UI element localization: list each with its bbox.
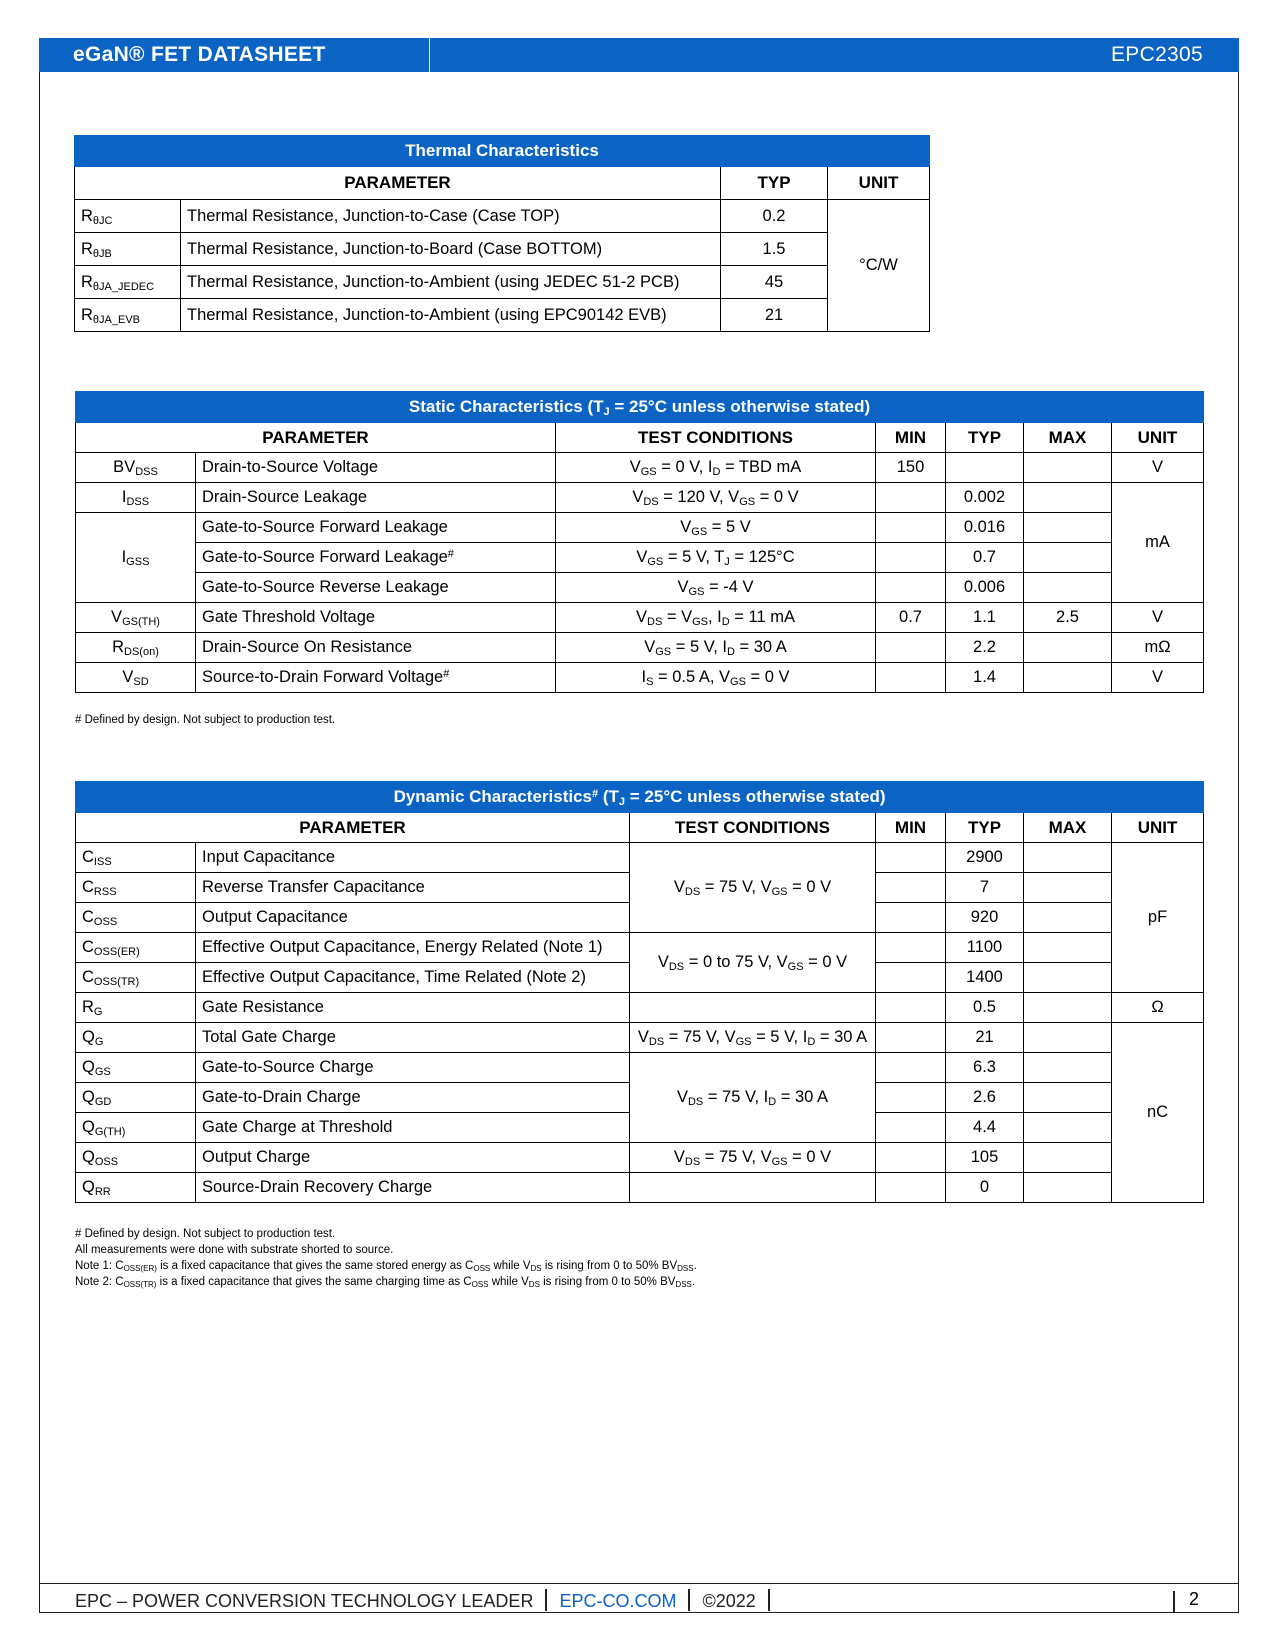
description: Thermal Resistance, Junction-to-Board (Case BOTTOM) [181,233,721,266]
test-condition: $V_{DS} = 120$ V, $V_{GS} = 0$ V [556,483,876,513]
col-parameter: PARAMETER [76,813,630,843]
max-value [1024,903,1112,933]
typ-value: 21 [946,1023,1024,1053]
min-value: 0.7 [876,603,946,633]
description: Gate-to-Source Forward Leakage# [196,543,556,573]
symbol: $Q_{GD}$ [76,1083,196,1113]
typ-value: 0 [946,1173,1024,1203]
typ-value: 1100 [946,933,1024,963]
typ-value: 0.7 [946,543,1024,573]
typ-value: 105 [946,1143,1024,1173]
max-value [1024,1053,1112,1083]
symbol: $Q_{RR}$ [76,1173,196,1203]
symbol: $I_{DSS}$ [76,483,196,513]
description: Gate-to-Drain Charge [196,1083,630,1113]
col-parameter: PARAMETER [76,423,556,453]
col-test-conditions: TEST CONDITIONS [630,813,876,843]
min-value [876,1053,946,1083]
min-value [876,1023,946,1053]
typ-value: 1400 [946,963,1024,993]
typ-value: 1.1 [946,603,1024,633]
unit-value: Ω [1112,993,1204,1023]
description: Gate-to-Source Charge [196,1053,630,1083]
static-title-row [76,392,1204,423]
symbol: $C_{OSS(ER)}$ [76,933,196,963]
typ-value: 1.5 [721,233,828,266]
min-value [876,543,946,573]
typ-value [946,453,1024,483]
datasheet-title: eGaN® FET DATASHEET [73,43,326,66]
part-number: EPC2305 [1111,43,1203,66]
test-condition: $I_S = 0.5$ A, $V_{GS} = 0$ V [556,663,876,693]
min-value [876,513,946,543]
typ-value: 4.4 [946,1113,1024,1143]
table-row [75,200,930,233]
description: Output Charge [196,1143,630,1173]
unit-value: nC [1112,1023,1204,1203]
static-header-row [76,423,1204,453]
description: Thermal Resistance, Junction-to-Ambient (using EPC90142 EVB) [181,299,721,332]
table-row [76,933,1204,963]
table-row [75,266,930,299]
test-condition: $V_{DS} = 0$ to 75 V, $V_{GS} = 0$ V [630,933,876,993]
dynamic-header-row [76,813,1204,843]
test-condition: $V_{GS} = 5$ V, $T_J = 125^\circ C$ [556,543,876,573]
typ-value: 920 [946,903,1024,933]
description: Input Capacitance [196,843,630,873]
table-row [76,1143,1204,1173]
typ-value: 45 [721,266,828,299]
unit-value: °C/W [828,200,930,332]
max-value [1024,543,1112,573]
table-row [76,663,1204,693]
table-row [75,299,930,332]
typ-value: 1.4 [946,663,1024,693]
table-row [75,233,930,266]
min-value [876,1113,946,1143]
thermal-table [74,135,930,332]
unit-value: V [1112,453,1204,483]
min-value [876,993,946,1023]
symbol: $Q_{GS}$ [76,1053,196,1083]
description: Thermal Resistance, Junction-to-Case (Case TOP) [181,200,721,233]
test-condition: $V_{DS} = V_{GS}$, $I_D = 11$ mA [556,603,876,633]
typ-value: 2.6 [946,1083,1024,1113]
table-row [76,603,1204,633]
test-condition: $V_{GS} = -4$ V [556,573,876,603]
typ-value: 2.2 [946,633,1024,663]
typ-value: 0.002 [946,483,1024,513]
footer-separator [688,1589,690,1611]
test-condition [630,993,876,1023]
footer-text [75,1589,782,1612]
max-value [1024,933,1112,963]
col-unit: UNIT [828,167,930,200]
description: Effective Output Capacitance, Energy Related (Note 1) [196,933,630,963]
test-condition [630,1173,876,1203]
unit-value: V [1112,663,1204,693]
table-row [76,1173,1204,1203]
min-value [876,483,946,513]
unit-value: mΩ [1112,633,1204,663]
description: Total Gate Charge [196,1023,630,1053]
min-value [876,1083,946,1113]
table-row [76,573,1204,603]
unit-value: mA [1112,483,1204,603]
description: Source-Drain Recovery Charge [196,1173,630,1203]
note-1: Note 1: $C_{OSS(ER)}$ is a fixed capacitance that gives the same stored energy as $C_{OSS}$ while $V_{DS}$ is rising from 0 to 50% $BV_{DSS}$. [75,1260,697,1273]
dynamic-footnote: # Defined by design. Not subject to production test. [75,1228,336,1240]
min-value [876,663,946,693]
max-value [1024,1143,1112,1173]
symbol: $C_{ISS}$ [76,843,196,873]
description: Thermal Resistance, Junction-to-Ambient (using JEDEC 51-2 PCB) [181,266,721,299]
description: Drain-to-Source Voltage [196,453,556,483]
min-value [876,573,946,603]
max-value [1024,1083,1112,1113]
description: Output Capacitance [196,903,630,933]
description: Reverse Transfer Capacitance [196,873,630,903]
symbol: $R_{DS(on)}$ [76,633,196,663]
symbol: $Q_G$ [76,1023,196,1053]
min-value [876,963,946,993]
thermal-title-row [75,136,930,167]
symbol: $C_{RSS}$ [76,873,196,903]
max-value: 2.5 [1024,603,1112,633]
dynamic-table [75,781,1204,1203]
max-value [1024,573,1112,603]
description: Drain-Source On Resistance [196,633,556,663]
col-typ: TYP [721,167,828,200]
page-number: 2 [1188,1589,1199,1609]
page-header [39,38,1239,72]
symbol: $BV_{DSS}$ [76,453,196,483]
description: Gate-to-Source Reverse Leakage [196,573,556,603]
description: Gate Charge at Threshold [196,1113,630,1143]
symbol: $I_{GSS}$ [76,513,196,603]
thermal-title: Thermal Characteristics [75,136,930,167]
max-value [1024,633,1112,663]
col-unit: UNIT [1112,423,1204,453]
col-typ: TYP [946,423,1024,453]
footer-separator [768,1589,770,1611]
col-unit: UNIT [1112,813,1204,843]
min-value: 150 [876,453,946,483]
header-divider [429,38,430,72]
description: Gate Threshold Voltage [196,603,556,633]
max-value [1024,1173,1112,1203]
col-max: MAX [1024,813,1112,843]
description: Drain-Source Leakage [196,483,556,513]
min-value [876,843,946,873]
symbol: $R_{\theta JB}$ [75,233,181,266]
min-value [876,933,946,963]
symbol: $V_{SD}$ [76,663,196,693]
test-condition: $V_{DS} = 75$ V, $I_D = 30$ A [630,1053,876,1143]
table-row [76,1023,1204,1053]
test-condition: $V_{GS} = 5$ V, $I_D = 30$ A [556,633,876,663]
typ-value: 0.2 [721,200,828,233]
col-parameter: PARAMETER [75,167,721,200]
min-value [876,903,946,933]
description: Effective Output Capacitance, Time Related (Note 2) [196,963,630,993]
footer-website-link[interactable]: EPC-CO.COM [559,1591,677,1611]
note-2: Note 2: $C_{OSS(TR)}$ is a fixed capacitance that gives the same charging time as $C_{OSS}$ while $V_{DS}$ is rising from 0 to 50% $BV_{DSS}$. [75,1276,696,1289]
table-row [76,843,1204,873]
test-condition: $V_{DS} = 75$ V, $V_{GS} = 5$ V, $I_D = 30$ A [630,1023,876,1053]
description: Gate-to-Source Forward Leakage [196,513,556,543]
symbol: $R_{\theta JA\_JEDEC}$ [75,266,181,299]
symbol: $R_G$ [76,993,196,1023]
footer-tagline: EPC – POWER CONVERSION TECHNOLOGY LEADER [75,1591,534,1611]
table-row [76,543,1204,573]
max-value [1024,843,1112,873]
table-row [76,513,1204,543]
static-notes [75,712,335,728]
thermal-header-row [75,167,930,200]
unit-value: V [1112,603,1204,633]
table-row [76,453,1204,483]
symbol: $Q_{G(TH)}$ [76,1113,196,1143]
typ-value: 21 [721,299,828,332]
page-footer [39,1583,1239,1614]
footer-separator [545,1589,547,1611]
typ-value: 0.006 [946,573,1024,603]
test-condition: $V_{DS} = 75$ V, $V_{GS} = 0$ V [630,1143,876,1173]
table-row [76,1053,1204,1083]
col-test-conditions: TEST CONDITIONS [556,423,876,453]
description: Gate Resistance [196,993,630,1023]
static-title: Static Characteristics ($T_J = 25^\circ C$ unless otherwise stated) [76,392,1204,423]
min-value [876,873,946,903]
symbol: $C_{OSS(TR)}$ [76,963,196,993]
col-min: MIN [876,813,946,843]
typ-value: 0.5 [946,993,1024,1023]
max-value [1024,513,1112,543]
max-value [1024,1023,1112,1053]
table-row [76,993,1204,1023]
col-max: MAX [1024,423,1112,453]
symbol: $R_{\theta JC}$ [75,200,181,233]
table-row [76,483,1204,513]
max-value [1024,453,1112,483]
typ-value: 2900 [946,843,1024,873]
unit-value: pF [1112,843,1204,993]
test-condition: $V_{DS} = 75$ V, $V_{GS} = 0$ V [630,843,876,933]
test-condition: $V_{GS} = 0$ V, $I_D$ = TBD mA [556,453,876,483]
max-value [1024,1113,1112,1143]
max-value [1024,663,1112,693]
typ-value: 7 [946,873,1024,903]
footer-copyright: ©2022 [702,1591,756,1611]
measurement-note: All measurements were done with substrate shorted to source. [75,1244,394,1256]
symbol: $R_{\theta JA\_EVB}$ [75,299,181,332]
symbol: $Q_{OSS}$ [76,1143,196,1173]
test-condition: $V_{GS} = 5$ V [556,513,876,543]
dynamic-title-row [76,782,1204,813]
max-value [1024,483,1112,513]
symbol: $V_{GS(TH)}$ [76,603,196,633]
min-value [876,1143,946,1173]
typ-value: 6.3 [946,1053,1024,1083]
dynamic-notes [75,1226,697,1290]
symbol: $C_{OSS}$ [76,903,196,933]
col-min: MIN [876,423,946,453]
table-row [76,633,1204,663]
typ-value: 0.016 [946,513,1024,543]
min-value [876,1173,946,1203]
max-value [1024,963,1112,993]
max-value [1024,993,1112,1023]
static-table [75,391,1204,693]
max-value [1024,873,1112,903]
dynamic-title: Dynamic Characteristics# ($T_J = 25^\circ C$ unless otherwise stated) [76,782,1204,813]
description: Source-to-Drain Forward Voltage# [196,663,556,693]
static-footnote: # Defined by design. Not subject to production test. [75,714,336,726]
footer-separator [1173,1591,1175,1613]
col-typ: TYP [946,813,1024,843]
min-value [876,633,946,663]
